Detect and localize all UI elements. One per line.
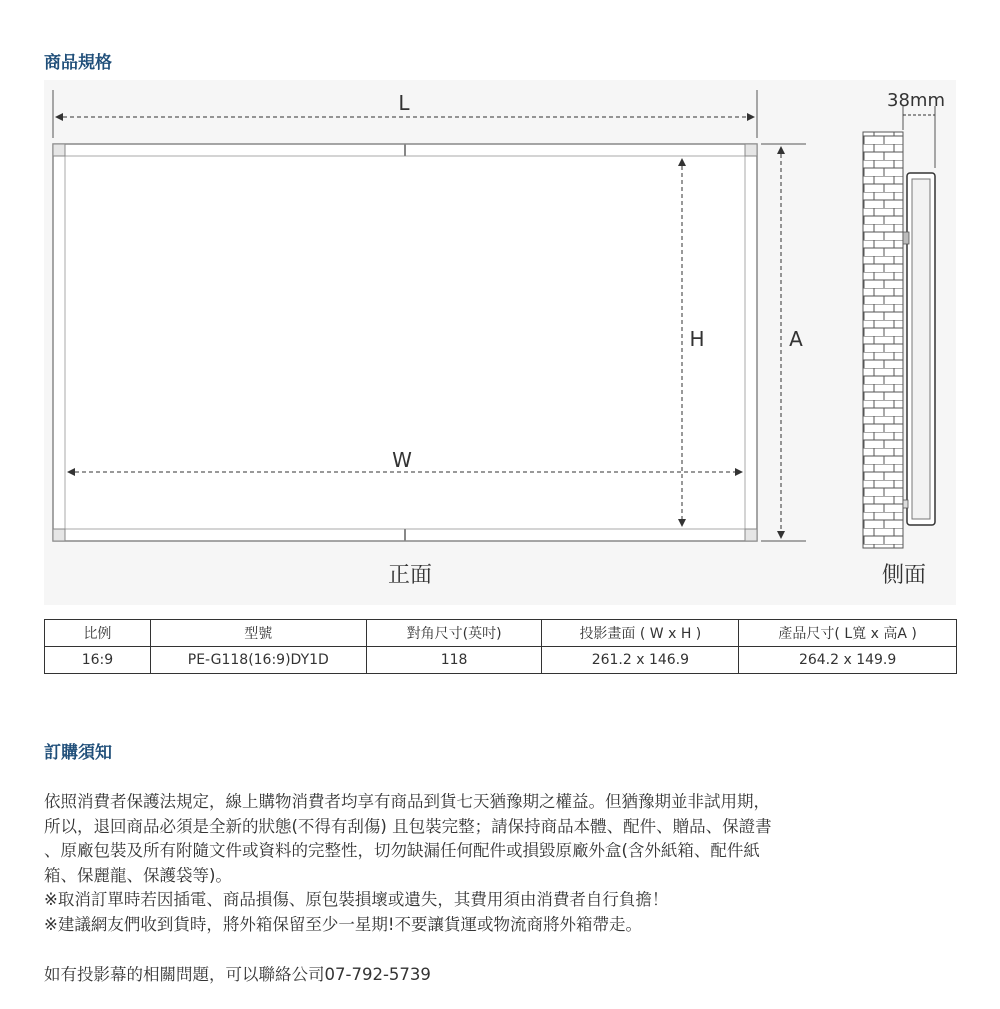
spec-table-header-row xyxy=(45,620,957,647)
screen-viewing-area xyxy=(65,156,745,529)
notice-line: ※取消訂單時若因插電、商品損傷、原包裝損壞或遺失，其費用須由消費者自行負擔！ xyxy=(44,890,669,909)
spec-section-title: 商品規格 xyxy=(44,53,112,73)
dimension-diagram xyxy=(44,80,956,605)
spec-table xyxy=(44,619,957,674)
table-cell: 261.2 x 146.9 xyxy=(542,647,739,674)
table-cell: 264.2 x 149.9 xyxy=(739,647,957,674)
notice-line: 、原廠包裝及所有附隨文件或資料的完整性，切勿缺漏任何配件或損毀原廠外盒(含外紙箱、配件紙 xyxy=(44,841,760,860)
label-height: H xyxy=(689,327,705,351)
caption-side: 側面 xyxy=(881,563,927,588)
table-header-cell: 比例 xyxy=(45,620,151,647)
table-header-cell: 型號 xyxy=(150,620,366,647)
table-cell: 16:9 xyxy=(45,647,151,674)
mount-bracket xyxy=(903,500,908,508)
notice-line: 箱、保麗龍、保護袋等)。 xyxy=(44,865,232,885)
notice-line: 依照消費者保護法規定，線上購物消費者均享有商品到貨七天猶豫期之權益。但猶豫期並非試用期， xyxy=(44,792,770,811)
brick-wall xyxy=(863,132,903,548)
label-length: L xyxy=(398,91,410,115)
table-header-cell: 對角尺寸(英吋) xyxy=(366,620,542,647)
label-depth: 38mm xyxy=(887,90,945,111)
table-cell: PE-G118(16:9)DY1D xyxy=(150,647,366,674)
side-frame-inner xyxy=(912,179,930,519)
notice-section-title: 訂購須知 xyxy=(44,743,112,763)
corner-bracket xyxy=(745,144,757,156)
corner-bracket xyxy=(745,529,757,541)
front-view xyxy=(53,144,757,541)
table-header-cell: 產品尺寸( L寬 x 高A ) xyxy=(739,620,957,647)
dimension-diagram-svg xyxy=(44,80,956,605)
corner-bracket xyxy=(53,144,65,156)
notice-body xyxy=(44,790,984,937)
notice-line: 所以，退回商品必須是全新的狀態(不得有刮傷) 且包裝完整；請保持商品本體、配件、贈品、保證書 xyxy=(44,816,772,836)
table-cell: 118 xyxy=(366,647,542,674)
label-overall: A xyxy=(789,327,803,351)
caption-front: 正面 xyxy=(387,563,433,588)
table-header-cell: 投影畫面 ( W x H ) xyxy=(542,620,739,647)
table-row xyxy=(45,647,957,674)
corner-bracket xyxy=(53,529,65,541)
side-view xyxy=(863,106,935,548)
contact-info: 如有投影幕的相關問題，可以聯絡公司07-792-5739 xyxy=(44,965,431,984)
notice-line: ※建議網友們收到貨時，將外箱保留至少一星期!不要讓貨運或物流商將外箱帶走。 xyxy=(44,914,642,934)
mount-bracket xyxy=(903,232,909,244)
label-width: W xyxy=(392,448,412,472)
